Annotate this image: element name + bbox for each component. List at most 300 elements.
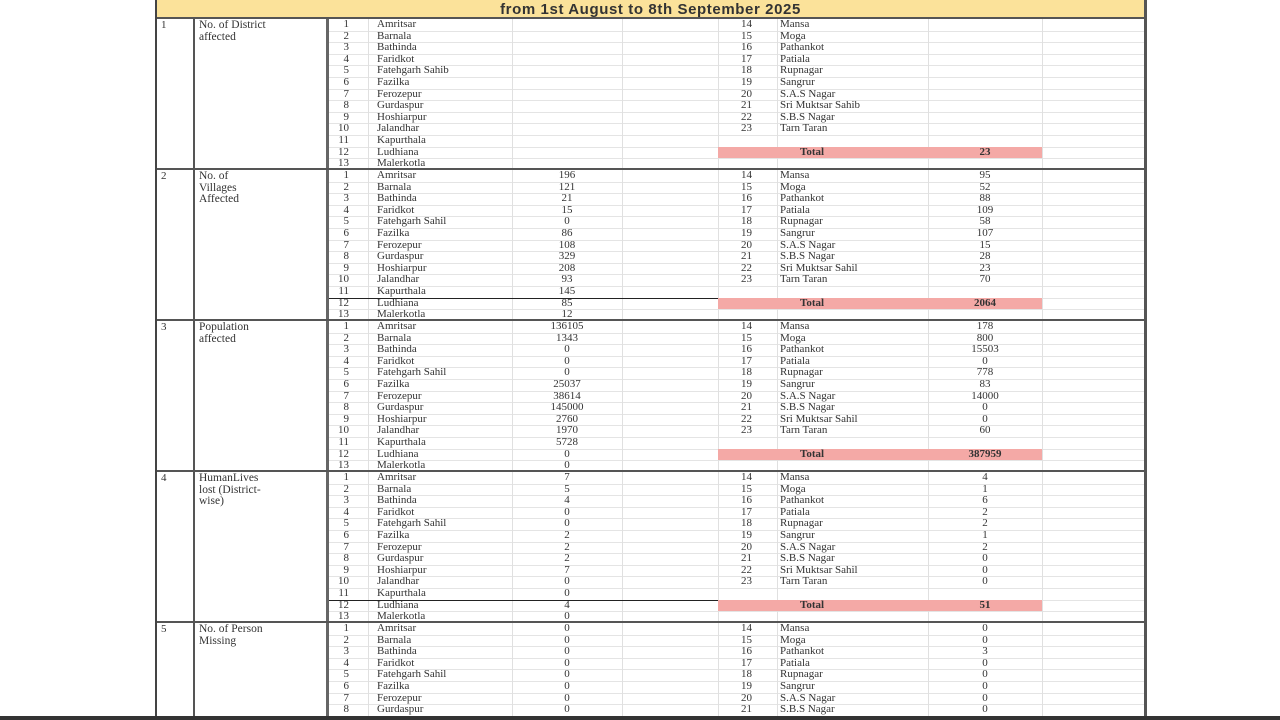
- district-row: [718, 518, 1018, 530]
- district-value: 2: [564, 540, 570, 553]
- district-row: [718, 391, 1018, 403]
- district-row: [329, 518, 629, 530]
- district-row: [329, 472, 629, 484]
- district-number: 8: [343, 250, 349, 263]
- district-name: Faridkot: [377, 657, 415, 669]
- district-row: [329, 263, 629, 275]
- district-row: [329, 182, 629, 194]
- district-name: Pathankot: [780, 495, 824, 507]
- district-name: Sri Muktsar Sahil: [780, 413, 858, 425]
- district-number: 19: [741, 76, 752, 88]
- district-number: 15: [741, 633, 752, 646]
- district-row: [718, 669, 1018, 681]
- district-value: 0: [982, 354, 988, 367]
- column-line: [1042, 472, 1043, 621]
- district-number: 11: [338, 587, 349, 599]
- district-row: [329, 588, 629, 600]
- district-name: S.B.S Nagar: [780, 111, 835, 123]
- district-value: 2: [982, 517, 988, 530]
- district-name: S.A.S Nagar: [780, 692, 836, 704]
- district-row: [329, 65, 629, 77]
- district-row: [329, 42, 629, 54]
- district-name: Tarn Taran: [780, 123, 828, 135]
- district-number: 17: [741, 656, 752, 669]
- district-name: Moga: [780, 634, 806, 646]
- district-value: 0: [564, 680, 570, 692]
- district-value: 1970: [556, 424, 578, 437]
- district-value: 0: [564, 610, 570, 623]
- section-3: [157, 321, 1144, 472]
- district-value: 329: [558, 250, 576, 263]
- district-number: 8: [343, 552, 349, 565]
- district-name: Amritsar: [377, 472, 417, 483]
- district-name: Patiala: [780, 506, 810, 518]
- district-value: 0: [982, 691, 988, 704]
- district-number: 3: [343, 645, 349, 658]
- district-value: 0: [982, 563, 988, 576]
- district-name: Bathinda: [377, 646, 417, 658]
- column-line: [1042, 321, 1043, 470]
- district-row: [718, 379, 1018, 391]
- district-value: 4: [564, 494, 570, 507]
- total-row: [718, 147, 1042, 158]
- district-value: 121: [558, 180, 576, 193]
- district-number: 12: [338, 598, 349, 611]
- report-sheet: [155, 0, 1147, 716]
- district-row: [718, 635, 1018, 647]
- district-number: 13: [338, 308, 349, 321]
- district-name: Rupnagar: [780, 216, 823, 228]
- district-number: 4: [343, 505, 349, 518]
- district-row: [329, 344, 629, 356]
- district-name: Faridkot: [377, 53, 415, 65]
- district-row: [329, 425, 629, 437]
- district-number: 14: [741, 471, 752, 483]
- district-name: S.B.S Nagar: [780, 553, 835, 565]
- district-value: 145000: [550, 401, 584, 414]
- district-number: 18: [741, 366, 752, 379]
- district-row: [329, 251, 629, 263]
- section-1: [157, 19, 1144, 170]
- district-number: 16: [741, 645, 752, 658]
- district-name: Ludhiana: [377, 146, 419, 158]
- district-value: 0: [564, 691, 570, 704]
- district-value: 0: [564, 587, 570, 599]
- district-number: 19: [741, 529, 752, 541]
- total-value: 387959: [968, 448, 1002, 461]
- district-name: Barnala: [377, 30, 412, 42]
- district-value: 5728: [556, 436, 578, 448]
- district-row: [718, 170, 1018, 182]
- district-name: Ferozepur: [377, 541, 422, 553]
- district-number: 1: [343, 471, 349, 483]
- district-value: 0: [564, 633, 570, 646]
- district-number: 14: [741, 320, 752, 332]
- district-name: Kapurthala: [377, 135, 426, 146]
- district-name: Ludhiana: [377, 599, 419, 611]
- district-name: Sangrur: [780, 228, 815, 239]
- district-row: [329, 321, 629, 333]
- district-row: [329, 553, 629, 565]
- district-name: Fatehgarh Sahib: [377, 65, 449, 77]
- district-name: Amritsar: [377, 321, 417, 332]
- district-name: Sri Muktsar Sahil: [780, 564, 858, 576]
- district-number: 1: [343, 320, 349, 332]
- district-value: 86: [561, 227, 573, 239]
- district-row: [329, 646, 629, 658]
- district-value: 2: [564, 529, 570, 541]
- district-row: [718, 77, 1018, 89]
- total-value: 23: [979, 146, 991, 159]
- district-number: 3: [343, 343, 349, 356]
- district-row: [718, 507, 1018, 519]
- district-row: [329, 54, 629, 66]
- total-value: 51: [979, 599, 991, 612]
- district-value: 2: [982, 505, 988, 518]
- district-name: Pathankot: [780, 42, 824, 54]
- district-number: 17: [741, 203, 752, 216]
- district-number: 10: [338, 575, 349, 588]
- district-name: Gurdaspur: [377, 100, 424, 112]
- district-number: 22: [741, 412, 752, 425]
- district-value: 4: [982, 471, 988, 483]
- district-number: 5: [343, 215, 349, 228]
- district-row: [329, 391, 629, 403]
- district-name: Tarn Taran: [780, 274, 828, 286]
- district-number: 6: [343, 529, 349, 541]
- district-value: 7: [564, 563, 570, 576]
- district-number: 16: [741, 494, 752, 507]
- total-label: Total: [800, 146, 825, 159]
- district-name: Bathinda: [377, 495, 417, 507]
- district-row: [329, 681, 629, 693]
- district-row: [329, 635, 629, 647]
- district-value: 0: [982, 668, 988, 681]
- district-number: 21: [741, 703, 752, 716]
- district-number: 16: [741, 192, 752, 205]
- district-number: 23: [741, 273, 752, 286]
- district-value: 208: [558, 261, 576, 274]
- district-row: [718, 251, 1018, 263]
- district-value: 95: [979, 169, 991, 181]
- parameter-label: No. of Villages Affected: [195, 170, 329, 319]
- district-number: 16: [741, 41, 752, 54]
- district-value: 0: [564, 622, 570, 634]
- district-number: 7: [343, 691, 349, 704]
- district-row: [718, 530, 1018, 542]
- district-value: 60: [979, 424, 991, 437]
- district-value: 0: [982, 656, 988, 669]
- district-row: [329, 623, 629, 635]
- district-row: [329, 565, 629, 577]
- district-row: [329, 449, 629, 461]
- district-number: 18: [741, 215, 752, 228]
- parameter-label: HumanLives lost (District- wise): [195, 472, 329, 621]
- district-number: 5: [343, 517, 349, 530]
- district-row: [329, 542, 629, 554]
- district-number: 19: [741, 227, 752, 239]
- district-number: 2: [343, 180, 349, 193]
- district-row: [718, 472, 1018, 484]
- district-name: Jalandhar: [377, 274, 420, 286]
- district-row: [718, 228, 1018, 240]
- district-value: 2760: [556, 412, 578, 425]
- district-row: [718, 31, 1018, 43]
- district-number: 15: [741, 29, 752, 42]
- district-name: Sangrur: [780, 681, 815, 692]
- district-number: 10: [338, 424, 349, 437]
- district-value: 0: [564, 343, 570, 356]
- district-row: [718, 576, 1018, 588]
- district-number: 21: [741, 99, 752, 112]
- district-row: [329, 367, 629, 379]
- district-name: Rupnagar: [780, 65, 823, 77]
- district-name: Sangrur: [780, 77, 815, 88]
- district-value: 0: [564, 366, 570, 379]
- district-row: [329, 309, 629, 321]
- district-row: [718, 216, 1018, 228]
- district-name: Amritsar: [377, 170, 417, 181]
- district-number: 1: [343, 622, 349, 634]
- column-line: [1042, 623, 1043, 716]
- district-value: 0: [564, 645, 570, 658]
- district-name: S.B.S Nagar: [780, 402, 835, 414]
- district-name: Fazilka: [377, 228, 410, 239]
- district-row: [718, 658, 1018, 670]
- district-row: [329, 600, 629, 612]
- district-name: Malerkotla: [377, 158, 426, 170]
- district-value: 136105: [550, 320, 584, 332]
- section-number: 4: [157, 472, 195, 621]
- district-number: 22: [741, 110, 752, 123]
- district-name: Kapurthala: [377, 437, 426, 448]
- district-number: 1: [343, 18, 349, 30]
- district-name: Patiala: [780, 657, 810, 669]
- district-number: 16: [741, 343, 752, 356]
- district-value: 1: [982, 482, 988, 495]
- district-number: 22: [741, 261, 752, 274]
- district-name: Gurdaspur: [377, 402, 424, 414]
- district-row: [329, 286, 629, 298]
- district-value: 0: [564, 517, 570, 530]
- district-name: Fazilka: [377, 379, 410, 390]
- district-name: Hoshiarpur: [377, 262, 427, 274]
- district-value: 7: [564, 471, 570, 483]
- district-value: 1: [982, 529, 988, 541]
- district-value: 0: [564, 656, 570, 669]
- district-name: Patiala: [780, 53, 810, 65]
- district-row: [718, 54, 1018, 66]
- total-row: [718, 600, 1042, 611]
- district-row: [718, 402, 1018, 414]
- district-number: 20: [741, 389, 752, 402]
- district-value: 0: [564, 668, 570, 681]
- district-name: Gurdaspur: [377, 251, 424, 263]
- district-row: [329, 112, 629, 124]
- section-5: [157, 623, 1144, 716]
- district-number: 9: [343, 412, 349, 425]
- district-name: Fatehgarh Sahil: [377, 367, 447, 379]
- district-row: [718, 344, 1018, 356]
- total-row: [718, 449, 1042, 460]
- district-name: Malerkotla: [377, 611, 426, 623]
- district-name: Barnala: [377, 332, 412, 344]
- district-row: [329, 530, 629, 542]
- district-row: [718, 623, 1018, 635]
- district-value: 85: [561, 296, 573, 309]
- district-value: 0: [982, 575, 988, 588]
- district-row: [329, 379, 629, 391]
- district-number: 14: [741, 622, 752, 634]
- district-row: [329, 147, 629, 159]
- district-row: [718, 274, 1018, 286]
- district-name: Rupnagar: [780, 367, 823, 379]
- district-number: 23: [741, 424, 752, 437]
- district-number: 5: [343, 366, 349, 379]
- district-name: S.B.S Nagar: [780, 251, 835, 263]
- district-number: 3: [343, 41, 349, 54]
- district-name: Malerkotla: [377, 309, 426, 321]
- district-row: [718, 19, 1018, 31]
- district-row: [329, 100, 629, 112]
- district-value: 2: [982, 540, 988, 553]
- district-number: 7: [343, 238, 349, 251]
- district-number: 13: [338, 157, 349, 170]
- district-value: 21: [561, 192, 573, 205]
- district-name: Amritsar: [377, 623, 417, 634]
- district-row: [329, 77, 629, 89]
- district-name: Kapurthala: [377, 588, 426, 599]
- district-row: [718, 495, 1018, 507]
- district-name: Barnala: [377, 634, 412, 646]
- district-number: 5: [343, 64, 349, 77]
- district-row: [718, 42, 1018, 54]
- district-value: 3: [982, 645, 988, 658]
- district-value: 83: [979, 378, 991, 390]
- district-name: Sri Muktsar Sahil: [780, 262, 858, 274]
- district-name: Ferozepur: [377, 390, 422, 402]
- district-row: [329, 31, 629, 43]
- bottom-border: [0, 716, 1280, 720]
- district-name: Patiala: [780, 355, 810, 367]
- district-name: Ferozepur: [377, 692, 422, 704]
- district-row: [718, 263, 1018, 275]
- district-name: S.A.S Nagar: [780, 239, 836, 251]
- district-name: Gurdaspur: [377, 553, 424, 565]
- district-number: 11: [338, 285, 349, 297]
- district-name: Faridkot: [377, 204, 415, 216]
- district-row: [329, 704, 629, 716]
- district-number: 4: [343, 203, 349, 216]
- district-number: 14: [741, 18, 752, 30]
- district-row: [329, 216, 629, 228]
- district-value: 0: [982, 552, 988, 565]
- district-row: [718, 123, 1018, 135]
- district-value: 800: [976, 331, 994, 344]
- total-label: Total: [800, 297, 825, 310]
- district-row: [329, 89, 629, 101]
- district-row: [718, 704, 1018, 716]
- district-row: [718, 542, 1018, 554]
- district-name: Moga: [780, 181, 806, 193]
- district-value: 25037: [553, 378, 581, 390]
- district-row: [718, 414, 1018, 426]
- district-name: Fazilka: [377, 77, 410, 88]
- district-value: 28: [979, 250, 991, 263]
- district-number: 10: [338, 273, 349, 286]
- district-number: 3: [343, 192, 349, 205]
- district-value: 1343: [556, 331, 578, 344]
- district-value: 196: [558, 169, 576, 181]
- district-name: Sangrur: [780, 530, 815, 541]
- district-name: Mansa: [780, 623, 810, 634]
- district-name: Kapurthala: [377, 286, 426, 297]
- district-name: Faridkot: [377, 506, 415, 518]
- district-name: Bathinda: [377, 193, 417, 205]
- parameter-label: No. of District affected: [195, 19, 329, 168]
- district-value: 0: [982, 680, 988, 692]
- district-row: [329, 158, 629, 170]
- total-label: Total: [800, 448, 825, 461]
- report-title: from 1st August to 8th September 2025: [157, 0, 1144, 19]
- district-number: 4: [343, 656, 349, 669]
- district-name: Jalandhar: [377, 576, 420, 588]
- district-name: Sri Muktsar Sahib: [780, 100, 861, 112]
- district-number: 21: [741, 552, 752, 565]
- district-number: 2: [343, 482, 349, 495]
- district-name: Tarn Taran: [780, 576, 828, 588]
- total-value: 2064: [974, 297, 996, 310]
- district-number: 9: [343, 110, 349, 123]
- district-value: 108: [558, 238, 576, 251]
- district-number: 20: [741, 87, 752, 100]
- district-row: [329, 19, 629, 31]
- district-number: 23: [741, 575, 752, 588]
- district-row: [329, 495, 629, 507]
- district-name: Bathinda: [377, 42, 417, 54]
- district-row: [718, 89, 1018, 101]
- district-name: Barnala: [377, 181, 412, 193]
- district-number: 12: [338, 145, 349, 158]
- district-name: Sangrur: [780, 379, 815, 390]
- district-value: 145: [558, 285, 576, 297]
- district-name: Ferozepur: [377, 239, 422, 251]
- district-row: [329, 611, 629, 623]
- district-row: [329, 193, 629, 205]
- district-number: 7: [343, 540, 349, 553]
- district-name: Pathankot: [780, 344, 824, 356]
- district-row: [329, 414, 629, 426]
- district-row: [718, 484, 1018, 496]
- district-number: 23: [741, 122, 752, 135]
- district-row: [718, 193, 1018, 205]
- district-row: [329, 402, 629, 414]
- district-number: 4: [343, 52, 349, 65]
- district-number: 15: [741, 180, 752, 193]
- district-row: [718, 100, 1018, 112]
- district-row: [718, 65, 1018, 77]
- district-row: [718, 240, 1018, 252]
- district-row: [718, 425, 1018, 437]
- district-value: 0: [564, 575, 570, 588]
- district-number: 17: [741, 52, 752, 65]
- district-number: 17: [741, 354, 752, 367]
- district-value: 23: [979, 261, 991, 274]
- district-value: 2: [564, 552, 570, 565]
- district-number: 9: [343, 261, 349, 274]
- district-value: 4: [564, 598, 570, 611]
- district-number: 5: [343, 668, 349, 681]
